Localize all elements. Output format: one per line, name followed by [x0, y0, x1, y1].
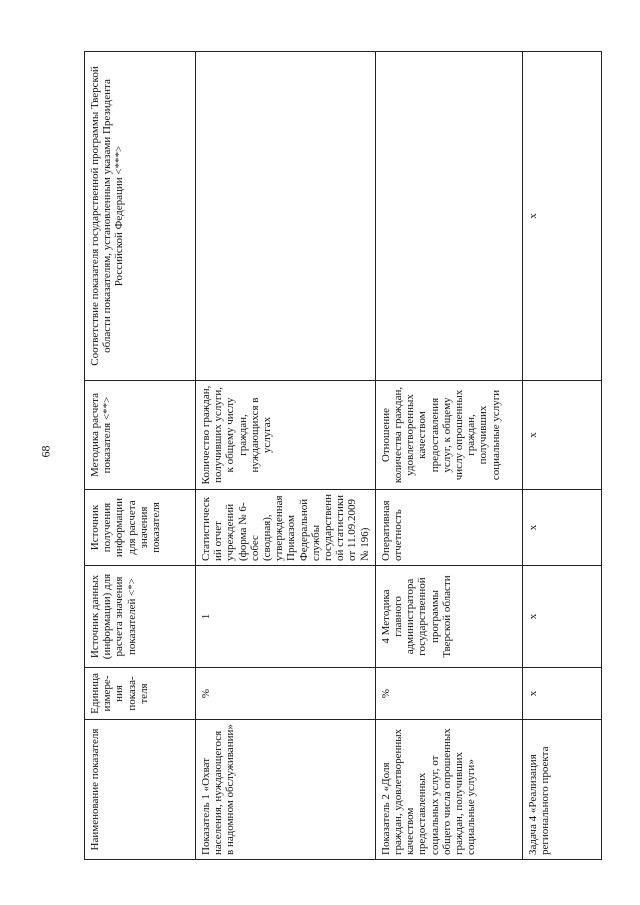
- indicators-table: [84, 51, 602, 860]
- header-indicator-name: Наименование показателя: [85, 720, 196, 860]
- row-task-name: Задача 4 «Реализация регионального проекта: [522, 720, 601, 860]
- row-method: Отношение количества граждан, удовлетворенных качеством предоставления услуг, к общему числу опрошенных граждан, получивших социальные услуги: [375, 381, 522, 490]
- row-data-source: 1: [196, 566, 376, 668]
- row-correspondence: [375, 52, 522, 381]
- header-correspondence: Соответствие показателя государственной программы Тверской области показателям, установленным указами Президента Российской Федерации <***>: [85, 52, 196, 381]
- row-info-source: Статистический отчет учреждений (форма № 6-собес (сводная), утвержденная Приказом Федеральной службы государственной статистики от 11.09.2009 № 196): [196, 490, 376, 566]
- header-info-source: Источник получения информации для расчета значения показателя: [85, 490, 196, 566]
- row-indicator-name: Показатель 2 «Доля граждан, удовлетворенных качеством предоставленных социальных услуг, от общего числа опрошенных граждан, получивших социальные услуги»: [375, 720, 522, 860]
- header-unit: Единица измере-ния показа-теля: [85, 668, 196, 720]
- table-header-row: [85, 52, 196, 860]
- row-data-source: х: [522, 566, 601, 668]
- row-unit: х: [522, 668, 601, 720]
- row-info-source: х: [522, 490, 601, 566]
- page-number: 68: [38, 445, 53, 458]
- row-info-source: Оперативная отчетность: [375, 490, 522, 566]
- row-unit: %: [375, 668, 522, 720]
- table-row: [375, 52, 522, 860]
- row-unit: %: [196, 668, 376, 720]
- table-row: [196, 52, 376, 860]
- header-method: Методика расчета показателя <**>: [85, 381, 196, 490]
- row-correspondence: х: [522, 52, 601, 381]
- row-method: Количество граждан, получивших услуги, к общему числу граждан, нуждающихся в услугах: [196, 381, 376, 490]
- row-method: х: [522, 381, 601, 490]
- header-data-source: Источник данных (информации) для расчета значения показателей <*>: [85, 566, 196, 668]
- row-data-source: 4 Методика главного администратора государственной программы Тверской области: [375, 566, 522, 668]
- row-correspondence: [196, 52, 376, 381]
- table-row: [522, 52, 601, 860]
- row-indicator-name: Показатель 1 «Охват населения, нуждающегося в надомном обслуживании»: [196, 720, 376, 860]
